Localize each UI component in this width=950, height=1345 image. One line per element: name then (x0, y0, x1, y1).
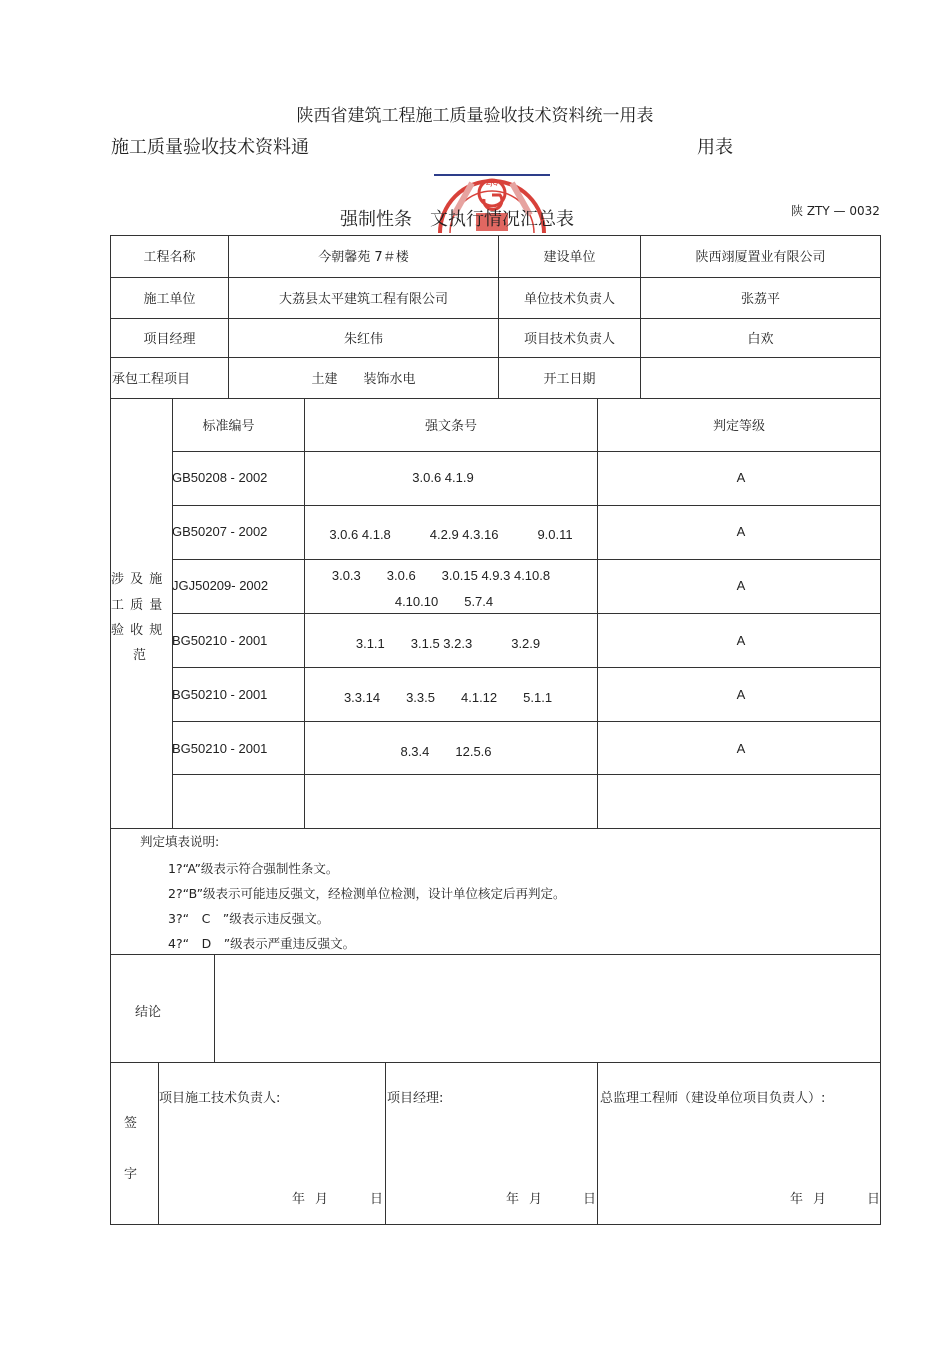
col-header-code: 标准编号 (202, 419, 255, 434)
table-row-clauses: 3.0.6 4.1.9 (412, 470, 474, 485)
project-manager-label: 项目经理 (143, 332, 196, 347)
document-subtitle-right: 用表 (697, 137, 733, 158)
standards-side-label-1: 涉 及 施 (111, 572, 164, 587)
standards-side-label-3: 验 收 规 (111, 623, 164, 638)
signature-side-label-1: 签 (124, 1116, 138, 1131)
signature-2-month: 月 (529, 1192, 543, 1207)
project-tech-lead-label: 项目技术负责人 (523, 332, 615, 347)
table-row-code: BG50210 - 2001 (172, 687, 268, 702)
project-name-label: 工程名称 (143, 250, 196, 265)
contract-item-value: 土建 装饰水电 (311, 372, 416, 387)
construction-unit-value: 大荔县太平建筑工程有限公司 (278, 292, 448, 307)
table-row-grade: A (736, 470, 746, 485)
standards-side-label-2: 工 质 量 (111, 598, 164, 613)
signature-3-year: 年 (790, 1192, 804, 1207)
note-item: 4?“ D ”级表示严重违反强文。 (168, 936, 356, 951)
note-item: 3?“ C ”级表示违反强文。 (168, 911, 330, 926)
table-row-grade: A (736, 741, 746, 756)
table-row-code: BG50210 - 2001 (172, 741, 268, 756)
table-row-clauses: 3.0.6 4.1.8 4.2.9 4.3.16 9.0.11 (329, 527, 573, 542)
table-row-code: GB50208 - 2002 (172, 470, 268, 485)
table-row-clauses: 8.3.4 12.5.6 (400, 744, 492, 759)
builder-unit-label: 建设单位 (543, 250, 596, 265)
table-row-code: JGJ50209- 2002 (172, 578, 269, 593)
table-row-clauses: 3.1.1 3.1.5 3.2.3 3.2.9 (355, 636, 541, 651)
form-code: 陕 ZTY — 0032 (791, 204, 880, 218)
signature-tech-lead-label: 项目施工技术负责人: (159, 1091, 281, 1106)
signature-1-year: 年 (292, 1192, 306, 1207)
signature-3-month: 月 (813, 1192, 827, 1207)
project-manager-value: 朱红伟 (343, 332, 383, 347)
table-row-clauses-cont: 4.10.10 5.7.4 (394, 594, 494, 609)
signature-3-day: 日 (867, 1192, 881, 1207)
table-row-grade: A (736, 578, 746, 593)
builder-unit-value: 陕西翊厦置业有限公司 (695, 250, 826, 265)
form-title: 强制性条 文执行情况汇总表 (340, 209, 574, 230)
col-header-grade: 判定等级 (712, 419, 765, 434)
project-tech-lead-value: 白欢 (747, 332, 774, 347)
note-item: 2?“B”级表示可能违反强文，经检测单位检测，设计单位核定后再判定。 (168, 886, 566, 901)
table-row-code: BG50210 - 2001 (172, 633, 268, 648)
conclusion-label: 结论 (135, 1005, 162, 1020)
signature-1-day: 日 (370, 1192, 384, 1207)
unit-tech-lead-label: 单位技术负责人 (523, 292, 615, 307)
svg-text:ZJQ: ZJQ (485, 179, 499, 187)
note-item: 1?“A”级表示符合强制性条文。 (168, 861, 339, 876)
signature-side-label-2: 字 (124, 1167, 138, 1182)
table-row-clauses: 3.0.3 3.0.6 3.0.15 4.9.3 4.10.8 (331, 568, 551, 583)
signature-2-year: 年 (506, 1192, 520, 1207)
table-row-grade: A (736, 633, 746, 648)
document-title: 陕西省建筑工程施工质量验收技术资料统一用表 (296, 106, 654, 126)
contract-item-label: 承包工程项目 (112, 372, 191, 387)
signature-manager-label: 项目经理: (387, 1091, 444, 1106)
table-row-clauses: 3.3.14 3.3.5 4.1.12 5.1.1 (343, 690, 553, 705)
col-header-clauses: 强文条号 (424, 419, 477, 434)
unit-tech-lead-value: 张荔平 (740, 292, 780, 307)
table-row-code: GB50207 - 2002 (172, 524, 268, 539)
signature-1-month: 月 (315, 1192, 329, 1207)
standards-side-label-4: 范 (133, 648, 147, 663)
document-subtitle-left: 施工质量验收技术资料通 (111, 137, 309, 158)
signature-supervisor-label: 总监理工程师（建设单位项目负责人）: (600, 1091, 826, 1106)
table-row-grade: A (736, 524, 746, 539)
project-name-value: 今朝馨苑 7＃楼 (318, 250, 409, 265)
construction-unit-label: 施工单位 (143, 292, 196, 307)
start-date-label: 开工日期 (543, 372, 596, 387)
notes-title: 判定填表说明: (140, 834, 220, 849)
signature-2-day: 日 (583, 1192, 597, 1207)
table-row-grade: A (736, 687, 746, 702)
